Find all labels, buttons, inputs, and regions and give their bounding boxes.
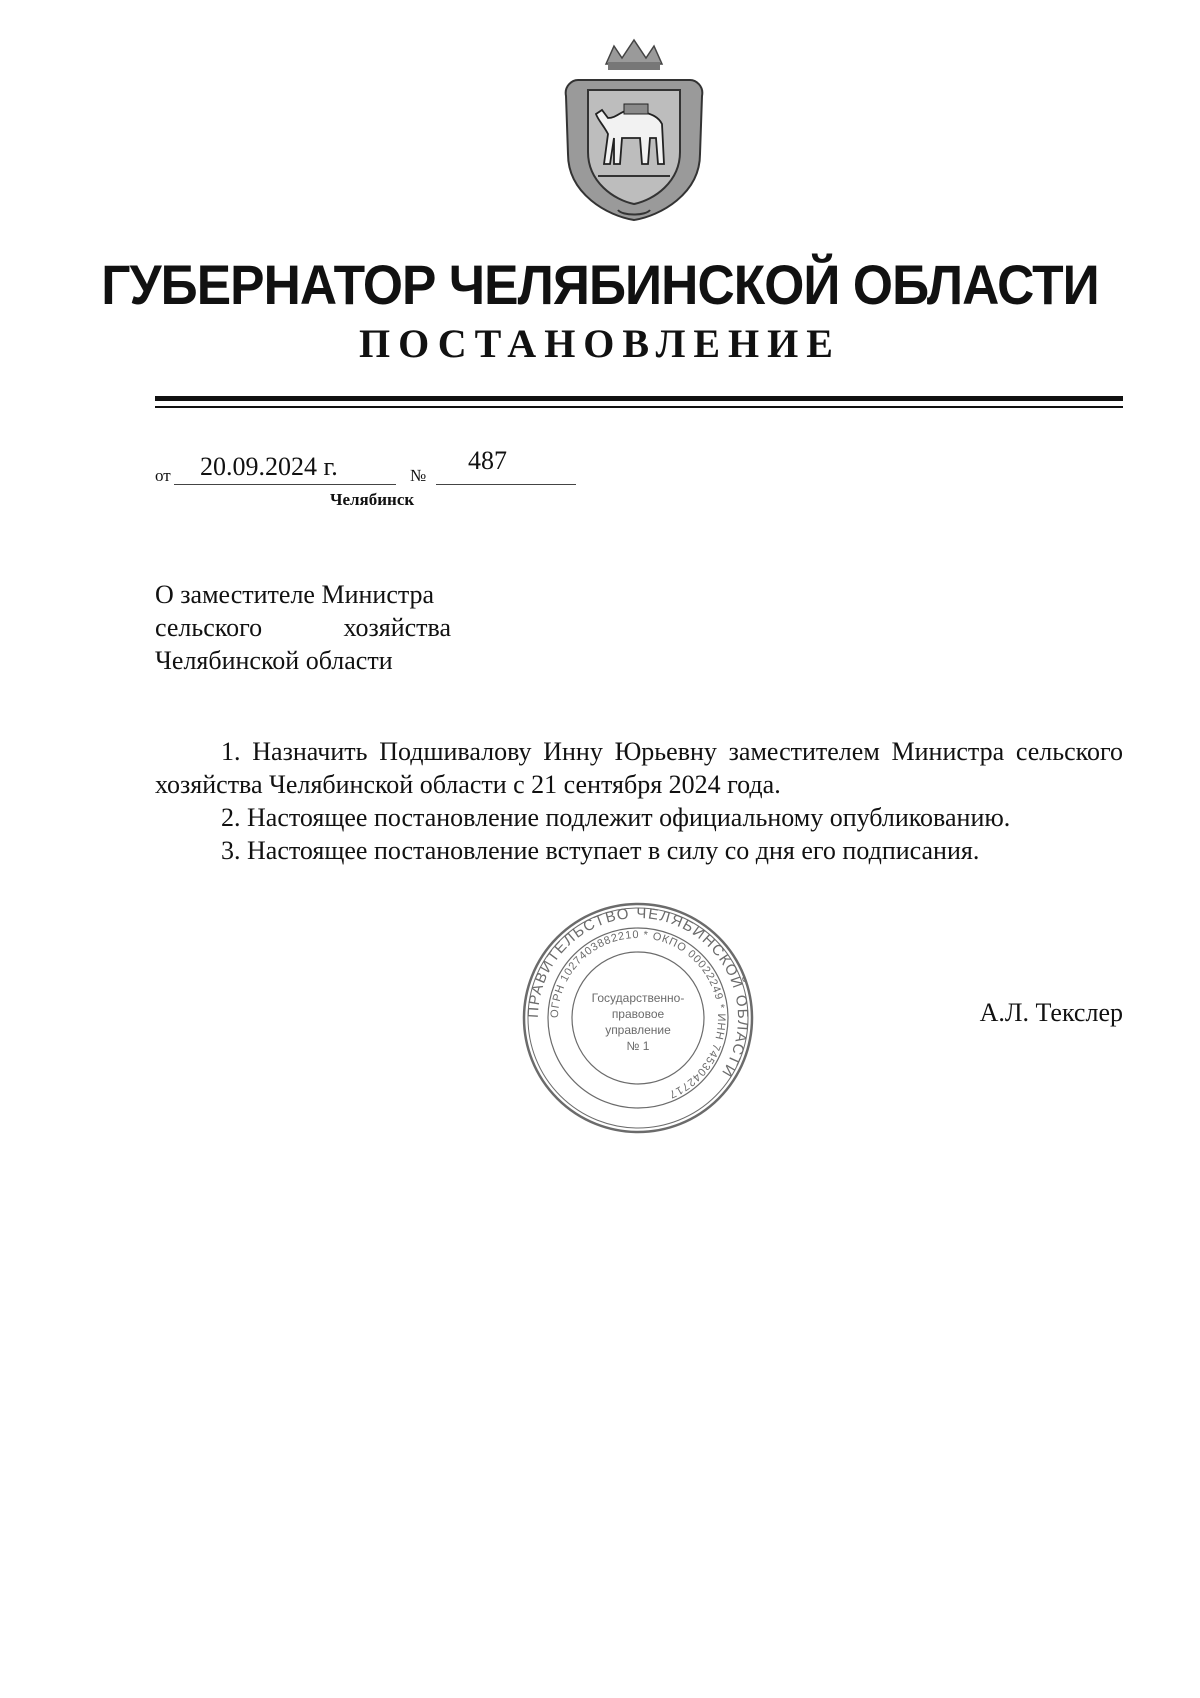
header-rule-thick (155, 396, 1123, 401)
body-paragraph: 1. Назначить Подшивалову Инну Юрьевну заместителем Министра сельского хозяйства Челябинской области с 21 сентября 2024 года. (155, 737, 1123, 799)
subject-line: О заместителе Министра (155, 580, 435, 609)
subject-line: Челябинской области (155, 646, 393, 675)
body-paragraph: 3. Настоящее постановление вступает в силу со дня его подписания. (221, 836, 980, 865)
number-label: № (410, 466, 427, 485)
signer-name: А.Л. Текслер (979, 998, 1123, 1027)
document-body (155, 735, 1123, 867)
place-of-issue: Челябинск (330, 490, 415, 509)
header-rule-thin (155, 406, 1123, 408)
seal-center-text: Государственно- (591, 991, 685, 1005)
number-underline (436, 484, 576, 485)
seal-center-text: № 1 (626, 1039, 650, 1053)
official-seal-icon (520, 900, 756, 1136)
document-date: 20.09.2024 г. (200, 452, 338, 481)
body-paragraph: 2. Настоящее постановление подлежит официальному опубликованию. (221, 803, 1011, 832)
document-type: ПОСТАНОВЛЕНИЕ (359, 321, 841, 366)
date-underline (174, 484, 396, 485)
document-number: 487 (468, 446, 507, 475)
date-label: от (155, 466, 171, 485)
seal-outer-text: ПРАВИТЕЛЬСТВО ЧЕЛЯБИНСКОЙ ОБЛАСТИ (524, 904, 752, 1081)
document-subject (155, 578, 451, 677)
seal-ring-text: ОГРН 1027403882210 * ОКПО 00022249 * ИНН 7453042717 (548, 928, 728, 1101)
subject-word: хозяйства (343, 613, 451, 642)
subject-line (155, 611, 451, 644)
issuing-authority: ГУБЕРНАТОР ЧЕЛЯБИНСКОЙ ОБЛАСТИ (101, 253, 1099, 316)
coat-of-arms-icon (558, 34, 710, 224)
seal-center-text: управление (605, 1023, 671, 1037)
subject-word: сельского (155, 613, 263, 642)
seal-center-text: правовое (611, 1007, 665, 1021)
